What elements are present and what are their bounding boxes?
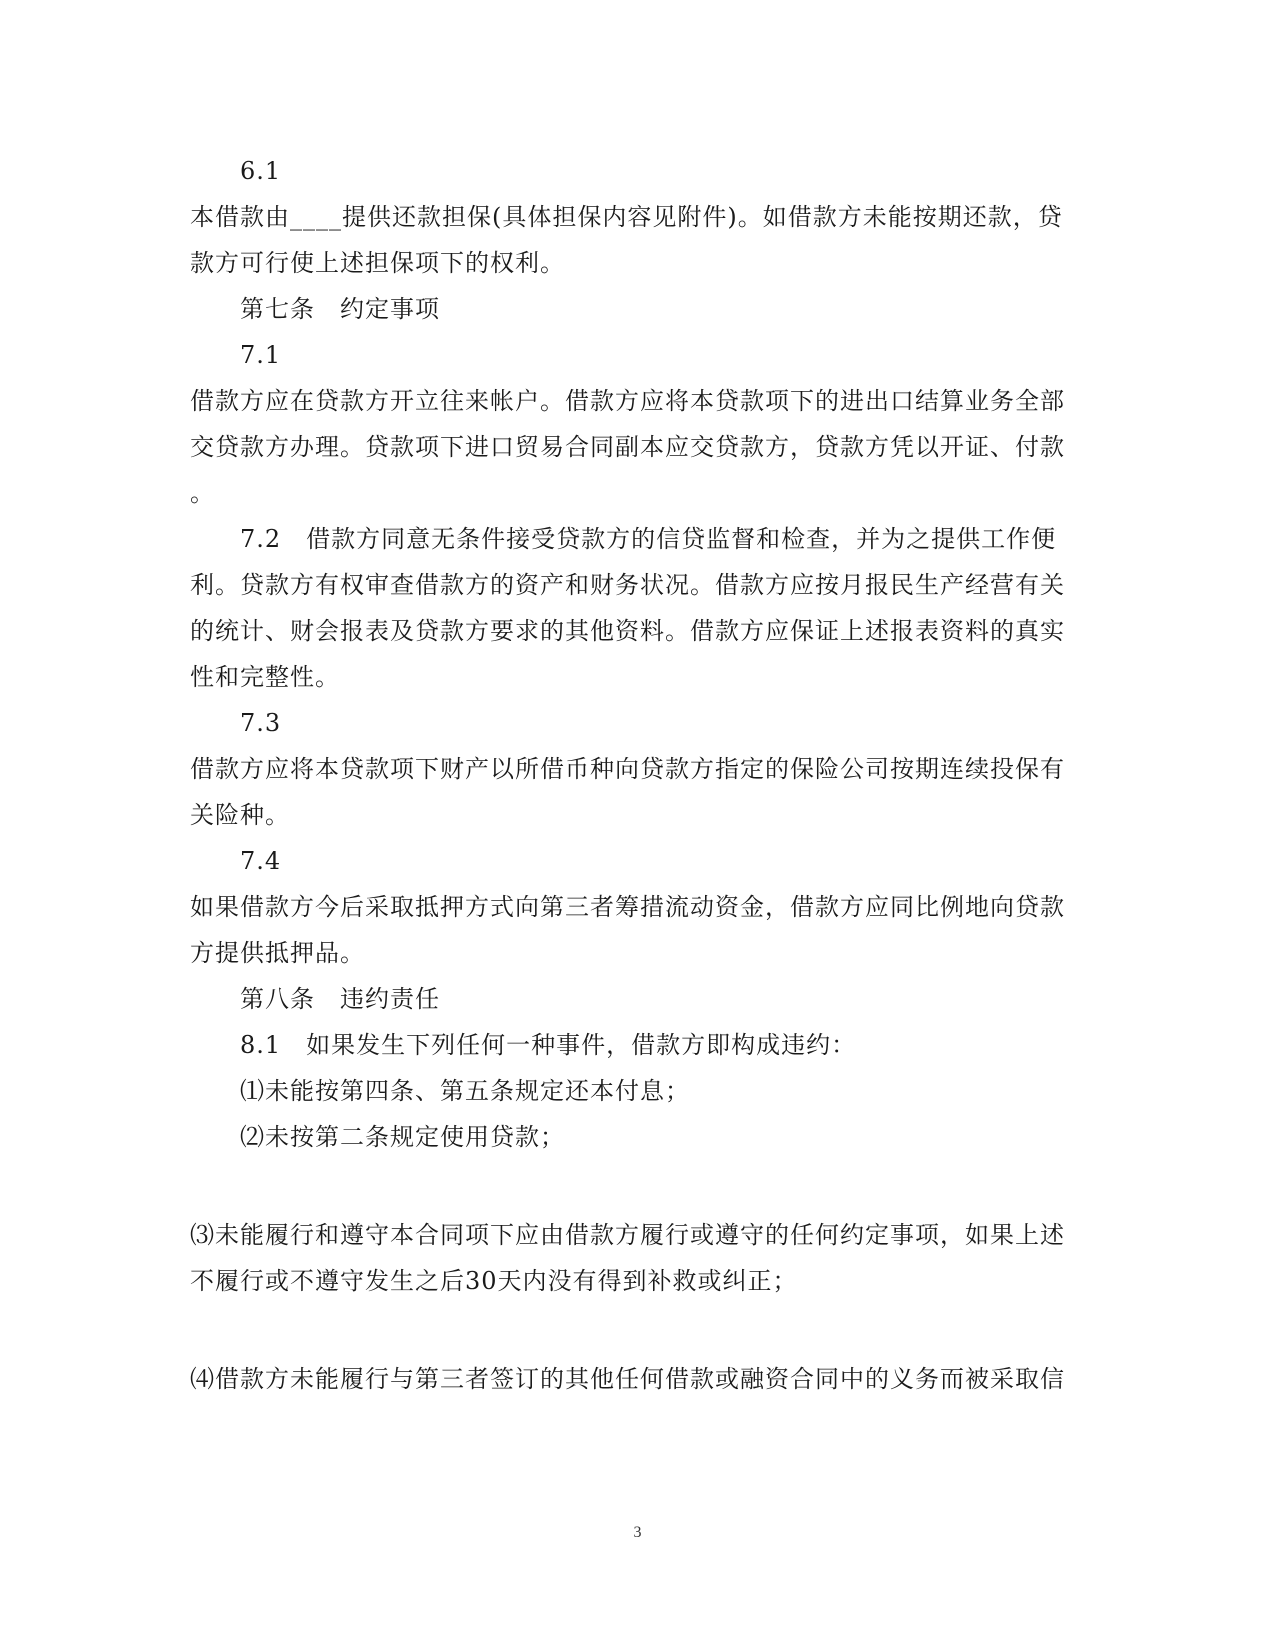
- page-number: 3: [633, 1524, 642, 1541]
- paragraph-line: 如果借款方今后采取抵押方式向第三者筹措流动资金，借款方应同比例地向贷款: [190, 893, 1065, 921]
- paragraph-line: 方提供抵押品。: [190, 939, 365, 967]
- list-item: ⑷借款方未能履行与第三者签订的其他任何借款或融资合同中的义务而被采取信: [190, 1365, 1065, 1393]
- paragraph-line: 借款方应在贷款方开立往来帐户。借款方应将本贷款项下的进出口结算业务全部: [190, 387, 1065, 415]
- article-heading: 第八条 违约责任: [240, 985, 440, 1013]
- list-item: ⑴未能按第四条、第五条规定还本付息；: [240, 1077, 690, 1105]
- paragraph-line: 关险种。: [190, 801, 290, 829]
- section-number: 7.3: [240, 709, 282, 737]
- section-number: 7.1: [240, 341, 282, 369]
- paragraph-line: 交贷款方办理。贷款项下进口贸易合同副本应交贷款方，贷款方凭以开证、付款: [190, 433, 1065, 461]
- paragraph-line: 利。贷款方有权审查借款方的资产和财务状况。借款方应按月报民生产经营有关: [190, 571, 1065, 599]
- paragraph-line: 。: [190, 479, 215, 507]
- section-number: 6.1: [240, 157, 282, 185]
- list-item: ⑶未能履行和遵守本合同项下应由借款方履行或遵守的任何约定事项，如果上述: [190, 1221, 1065, 1249]
- paragraph-line: 借款方应将本贷款项下财产以所借币种向贷款方指定的保险公司按期连续投保有: [190, 755, 1065, 783]
- paragraph-line: 8.1 如果发生下列任何一种事件，借款方即构成违约：: [240, 1031, 857, 1059]
- list-item: ⑵未按第二条规定使用贷款；: [240, 1123, 565, 1151]
- paragraph-line: 7.2 借款方同意无条件接受贷款方的信贷监督和检查，并为之提供工作便: [240, 525, 1057, 553]
- section-number: 7.4: [240, 847, 282, 875]
- paragraph-line: 性和完整性。: [190, 663, 340, 691]
- paragraph-line: 款方可行使上述担保项下的权利。: [190, 249, 565, 277]
- paragraph-line: 的统计、财会报表及贷款方要求的其他资料。借款方应保证上述报表资料的真实: [190, 617, 1065, 645]
- paragraph-line: 本借款由____提供还款担保(具体担保内容见附件)。如借款方未能按期还款，贷: [190, 203, 1063, 231]
- paragraph-line: 不履行或不遵守发生之后30天内没有得到补救或纠正；: [190, 1267, 798, 1295]
- article-heading: 第七条 约定事项: [240, 295, 440, 323]
